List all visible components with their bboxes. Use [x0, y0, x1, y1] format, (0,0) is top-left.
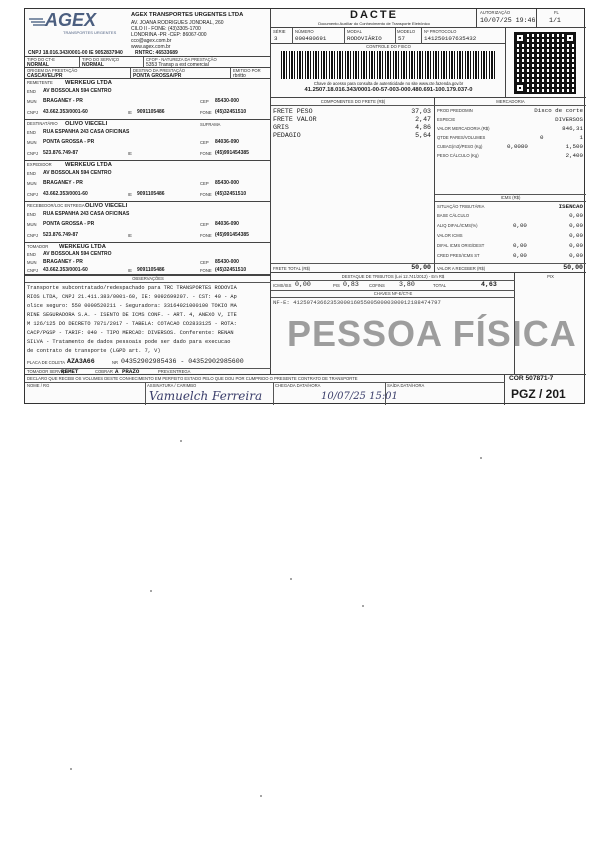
ie-label: IE	[128, 110, 132, 115]
frete-item-value: 4,86	[415, 124, 431, 131]
party-fone: (45)32451510	[215, 191, 247, 197]
numero-value: 000480691	[295, 35, 327, 42]
icms-row	[435, 212, 586, 222]
observacao-line: CACP/PGSP - TARIF: 040 - TIPO MERCAD: DIVERSOS. Conferente: RENAN	[27, 330, 234, 336]
icms-row-label: VALOR ICMS	[437, 233, 463, 238]
qtde-label: QTDE PARES/VOLUMES	[437, 135, 486, 140]
situacao-label: SITUAÇÃO TRIBUTÁRIA	[437, 204, 485, 209]
observacao-line: de contrato de transporte (LGPD art. 7, V)	[27, 348, 161, 354]
tributos-icms-label: ICMS/ISS	[273, 283, 292, 288]
dacte-subtitle: Documento Auxiliar do Conhecimento de Transporte Eletrônico	[318, 21, 430, 26]
frete-item	[273, 132, 431, 140]
party-role: REMETENTE	[27, 80, 53, 85]
tributos-pis-value: 0,83	[343, 281, 359, 288]
icms-row-right-value: 0,00	[569, 242, 583, 249]
fone-label: FONE	[200, 268, 212, 273]
company-rntrc: RNTRC: 46533689	[135, 50, 178, 56]
ie-label: IE	[128, 192, 132, 197]
party-cnpj: 523.876.749-87	[43, 232, 79, 238]
scan-speck	[260, 795, 262, 797]
party-cep: 85430-000	[215, 259, 239, 265]
frete-block	[271, 98, 435, 273]
destino-value: PONTA GROSSA/PR	[133, 73, 182, 79]
cnpj-label: CNPJ	[27, 268, 38, 273]
cfop-value: 5353 Transp a est comercial	[146, 62, 209, 68]
numeracao-row	[271, 28, 506, 44]
observacoes-block	[25, 275, 271, 375]
fl-label: FL	[554, 10, 559, 15]
mun-label: MUN	[27, 222, 37, 227]
serie-value: 3	[274, 35, 278, 42]
modal-label: MODAL	[347, 29, 362, 34]
company-address-2: CILO II - FONE: (43)3305-1700	[131, 26, 201, 32]
mercadoria-block	[435, 98, 586, 273]
end-label: END	[27, 130, 36, 135]
especie-label: ESPECIE	[437, 117, 456, 122]
cep-label: CEP	[200, 181, 209, 186]
party-cep: 84036-090	[215, 221, 239, 227]
frete-item-value: 2,47	[415, 116, 431, 123]
mercadoria-title: MERCADORIA	[496, 99, 525, 104]
autorizacao-value: 10/07/25 19:46	[480, 17, 536, 24]
qtde-pares: 0	[540, 134, 544, 141]
chegada-label[interactable]: CHEGADA DATA/HORA	[275, 383, 321, 388]
icms-row-right-value: 0,00	[569, 232, 583, 239]
frete-item	[273, 116, 431, 124]
controle-label: CONTROLE DO FISCO	[366, 44, 411, 49]
scan-speck	[362, 605, 364, 607]
party-cep: 85430-000	[215, 98, 239, 104]
end-label: END	[27, 212, 36, 217]
party-cnpj: 523.876.749-87	[43, 150, 79, 156]
qtde-volumes: 1	[579, 134, 583, 141]
mun-label: MUN	[27, 260, 37, 265]
controle-fisco-block	[271, 44, 506, 98]
tributos-cofins-value: 3,80	[399, 281, 415, 288]
frete-item-name: PEDAGIO	[273, 132, 301, 139]
prod-value: Disco de corte	[534, 107, 583, 114]
frete-title: COMPONENTES DO FRETE (R$)	[320, 99, 386, 104]
party-fone: (45)991454385	[215, 150, 249, 156]
receber-value: 50,00	[563, 264, 583, 271]
party-name: OLIVO VIECELI	[65, 121, 108, 127]
placa-value: AZA3A66	[67, 358, 95, 365]
party-address: AV BOSSOLAN 594 CENTRO	[43, 88, 112, 94]
scan-speck	[150, 590, 152, 592]
party-role: TOMADOR	[27, 244, 49, 249]
end-label: END	[27, 252, 36, 257]
cnpj-label: CNPJ	[27, 151, 38, 156]
barcode-icon	[281, 51, 495, 79]
modelo-value: 57	[398, 35, 405, 42]
origem-value: CASCAVEL/PR	[27, 73, 63, 79]
frete-item-name: GRIS	[273, 124, 289, 131]
party-cnpj: 43.662.353/0001-60	[43, 191, 88, 197]
saida-label[interactable]: SAÍDA DATA/HORA	[387, 383, 425, 388]
party-address: AV BOSSOLAN 594 CENTRO	[43, 251, 112, 257]
valor-mercadoria-label: VALOR MERCADORIA (R$)	[437, 126, 490, 131]
logo-text: AGEX	[45, 10, 97, 30]
party-ie: 9091105486	[137, 267, 165, 273]
icms-row-left-value: 0,00	[513, 252, 527, 259]
numero-label: NÚMERO	[295, 29, 314, 34]
ie-label: IE	[128, 151, 132, 156]
observacao-line: M 126/125 DO DECRETO 7871/2017 - TABELA: COTACAO CO2833125 - ROTA:	[27, 321, 237, 327]
company-cnpj: CNPJ 18.016.343/0001-00 IE 9052837940	[28, 50, 123, 56]
party-address: AV BOSSOLAN 594 CENTRO	[43, 170, 112, 176]
prev-entrega-label: PREV.ENTREGA	[158, 369, 191, 374]
cep-label: CEP	[200, 222, 209, 227]
assinatura-label[interactable]: ASSINATURA / CARIMBO	[147, 383, 197, 388]
party-fone: (45)991454385	[215, 232, 249, 238]
tipo-row	[25, 57, 271, 68]
receber-label: VALOR A RECEBER (R$)	[437, 266, 486, 271]
frete-item-name: FRETE PESO	[273, 108, 313, 115]
icms-row-right-value: 0,00	[569, 252, 583, 259]
party-tomador	[25, 243, 271, 275]
peso-value: 1,500	[565, 143, 583, 150]
party-remetente	[25, 79, 271, 120]
issuer-block	[25, 9, 271, 57]
cep-label: CEP	[200, 140, 209, 145]
mun-label: MUN	[27, 181, 37, 186]
dacte-title: DACTE	[350, 9, 398, 21]
party-ie: 9091105486	[137, 109, 165, 115]
cobrar-value: A PRAZO	[115, 368, 140, 375]
frete-total-value: 50,00	[411, 264, 431, 271]
valor-mercadoria-value: 846,31	[562, 125, 583, 132]
frete-item-value: 37,03	[411, 108, 431, 115]
suframa-label: SUFRAMA	[200, 122, 221, 127]
frete-item-name: FRETE VALOR	[273, 116, 317, 123]
scan-speck	[480, 457, 482, 459]
party-cnpj: 43.662.353/0001-60	[43, 109, 88, 115]
cobrar-label: COBRAR	[95, 369, 113, 374]
nr-label: NR	[112, 360, 119, 365]
party-cnpj: 43.662.353/0001-60	[43, 267, 88, 273]
tipo-servico-label: TIPO DO SERVIÇO	[82, 57, 120, 62]
scan-speck	[180, 440, 182, 442]
party-municipio: PONTA GROSSA - PR	[43, 139, 95, 145]
party-municipio: PONTA GROSSA - PR	[43, 221, 95, 227]
cubag-label: CUBAG(m3)/PESO (Kg)	[437, 144, 483, 149]
party-address: RUA ESPANHA 243 CASA OFICINAS	[43, 129, 130, 135]
frete-total-label: FRETE TOTAL (R$)	[273, 266, 311, 271]
observacao-line: SILVA - Tratamento de dados pessoais pode ser dado para execucao	[27, 339, 231, 345]
icms-row-label: DIFAL ICMS ORIG/DEST	[437, 243, 485, 248]
handwritten-date: 10/07/25 15:01	[321, 391, 398, 402]
icms-row-label: BASE CÁLCULO	[437, 213, 470, 218]
destino-label: DESTINO DA PRESTAÇÃO	[133, 68, 186, 73]
especie-value: DIVERSOS	[555, 116, 583, 123]
cep-label: CEP	[200, 260, 209, 265]
situacao-value: ISENCAO	[558, 203, 583, 210]
scan-speck	[290, 578, 292, 580]
mun-label: MUN	[27, 99, 37, 104]
tributos-cofins-label: COFINS	[369, 283, 385, 288]
dacte-title-block	[271, 9, 477, 28]
origem-label: ORIGEM DA PRESTAÇÃO	[27, 68, 78, 73]
icms-row-label: ALIQ DIFAL/ICMS(%)	[437, 223, 478, 228]
tomador-servico-label: TOMADOR SERVIÇO	[27, 369, 69, 374]
company-site: www.agex.com.br	[131, 44, 171, 50]
icms-row-label: CRED PRES/ICMS ST	[437, 253, 480, 258]
party-cep: 84036-090	[215, 139, 239, 145]
ie-label: IE	[128, 233, 132, 238]
pgz-value: PGZ / 201	[511, 387, 566, 401]
tributos-total-label: TOTAL	[433, 283, 447, 288]
icms-row	[435, 242, 586, 252]
modelo-label: MODELO	[397, 29, 416, 34]
observacao-line: RIOS LTDA, CNPJ 21.411.383/0001-60, IE: 9092699207. - CST: 40 - Ap	[27, 294, 237, 300]
fone-label: FONE	[200, 151, 212, 156]
nome-rg-label[interactable]: NOME / RG	[27, 383, 50, 388]
party-municipio: BRAGANEY - PR	[43, 259, 83, 265]
icms-row-right-value: 0,00	[569, 212, 583, 219]
mun-label: MUN	[27, 140, 37, 145]
folha-block	[537, 9, 586, 28]
origem-destino-row	[25, 68, 271, 79]
autorizacao-label: AUTORIZAÇÃO	[480, 10, 511, 15]
party-role: EXPEDIDOR	[27, 162, 52, 167]
icms-title: ICMS (R$)	[500, 195, 521, 200]
cor-block	[505, 375, 586, 405]
frete-item	[273, 124, 431, 132]
pix-label: PIX	[547, 274, 554, 279]
party-name: WERKEUG LTDA	[59, 244, 106, 250]
party-address: RUA ESPANHA 243 CASA OFICINAS	[43, 211, 130, 217]
chave-label: Chave de acesso para consulta de autenticidade no site www.cte.fazenda.gov.br	[313, 81, 464, 86]
company-email: cco@agex.com.br	[131, 38, 172, 44]
autorizacao-block	[477, 9, 537, 28]
party-municipio: BRAGANEY - PR	[43, 98, 83, 104]
serie-label: SÉRIE	[273, 29, 286, 34]
party-role: DESTINATÁRIO	[27, 121, 58, 126]
party-destinatario	[25, 120, 271, 161]
cnpj-label: CNPJ	[27, 233, 38, 238]
tipo-cte-label: TIPO DO CT-E	[27, 57, 55, 62]
tipo-servico-value: NORMAL	[82, 62, 104, 68]
nr-value: 04352902985436 - 04352902985600	[121, 358, 244, 365]
tipo-cte-value: NORMAL	[27, 62, 49, 68]
handwritten-signature: Vamuelch Ferreira	[149, 389, 263, 403]
party-recebedor	[25, 202, 271, 243]
company-address-1: AV. JOANA RODRIGUES JONDRAL, 260	[131, 20, 224, 26]
party-fone: (45)32451510	[215, 267, 247, 273]
party-role: RECEBEDOR/LOC ENTREGA	[27, 203, 85, 208]
fone-label: FONE	[200, 110, 212, 115]
fl-value: 1/1	[549, 17, 561, 24]
recebimento-block	[25, 375, 505, 405]
qrcode-block	[506, 28, 586, 98]
modal-value: RODOVIÁRIO	[347, 35, 382, 42]
party-cep: 85430-000	[215, 180, 239, 186]
party-ie: 9091105486	[137, 191, 165, 197]
party-municipio: BRAGANEY - PR	[43, 180, 83, 186]
emitido-label: EMITIDO POR	[233, 68, 261, 73]
party-name: OLIVO VIECELI	[85, 203, 128, 209]
end-label: END	[27, 89, 36, 94]
observacao-line: Transporte subcontratado/redespachado para TRC TRANSPORTES RODOVIA	[27, 285, 237, 291]
party-fone: (45)32451510	[215, 109, 247, 115]
pessoa-fisica-watermark: PESSOA FÍSICA	[287, 313, 577, 354]
cnpj-label: CNPJ	[27, 110, 38, 115]
cnpj-label: CNPJ	[27, 192, 38, 197]
tomador-servico-value: REMET	[61, 368, 79, 375]
peso-calc-label: PESO CÁLCULO (Kg)	[437, 153, 479, 158]
icms-row-left-value: 0,00	[513, 222, 527, 229]
icms-row-right-value: 0,00	[569, 222, 583, 229]
dacte-document	[24, 8, 585, 404]
tributos-total-value: 4,63	[481, 281, 497, 288]
logo-subtitle: TRANSPORTES URGENTES	[63, 30, 117, 35]
observacao-line: RINE SEGURADORA S.A. - ISENTO DE ICMS CONF. - ART. 4, ANEXO V, ITE	[27, 312, 237, 318]
party-name: WERKEUG LTDA	[65, 80, 112, 86]
fone-label: FONE	[200, 233, 212, 238]
company-address-3: LONDRINA -PR -CEP: 86067-000	[131, 32, 207, 38]
chave-acesso-value: 41.2507.18.016.343/0001-00-57-003-000.480.691-100.179.037-0	[304, 87, 473, 93]
frete-item	[273, 108, 431, 116]
cfop-label: CFOP - NATUREZA DA PRESTAÇÃO	[146, 57, 217, 62]
observacao-line: olice seguro: 550 0000520211 - Seguradora: 33164021000100 TOKIO MA	[27, 303, 237, 309]
prod-label: PROD PREDOMIN	[437, 108, 473, 113]
end-label: END	[27, 171, 36, 176]
company-name: AGEX TRANSPORTES URGENTES LTDA	[131, 12, 244, 18]
protocolo-label: Nº PROTOCOLO	[424, 29, 457, 34]
chave-nfe: NF-E: 41250743662353000160550050000300912188474797	[273, 299, 441, 306]
party-expedidor	[25, 161, 271, 202]
placa-label: PLACA DE COLETA	[27, 360, 66, 365]
ie-label: IE	[128, 268, 132, 273]
tributos-icms-value: 0,00	[295, 281, 311, 288]
party-name: WERKEUG LTDA	[65, 162, 112, 168]
emitido-value: rbritto	[233, 73, 246, 79]
tributos-pis-label: PIS	[333, 283, 340, 288]
icms-row	[435, 222, 586, 232]
cor-value: COR 507871-7	[509, 375, 554, 382]
frete-item-value: 5,64	[415, 132, 431, 139]
chaves-title: CHAVES NF-E/CT-E	[373, 291, 413, 296]
icms-row	[435, 232, 586, 242]
protocolo-value: 141250107635432	[424, 35, 477, 42]
icms-row-left-value: 0,00	[513, 242, 527, 249]
cep-label: CEP	[200, 99, 209, 104]
scan-speck	[70, 768, 72, 770]
cubag-value: 0,0080	[507, 143, 528, 150]
fone-label: FONE	[200, 192, 212, 197]
peso-calc-value: 2,400	[565, 152, 583, 159]
declaracao-text: DECLARO QUE RECEBI OS VOLUMES DESTE CONHECIMENTO EM PERFEITO ESTADO PELO QUE DOU POR CUMPRIDO O PRESENTE CONTRATO DE TRANSPORTE	[27, 376, 358, 381]
tributos-title: DESTAQUE DE TRIBUTOS (Lei 12.741/2012) - Em R$	[341, 274, 445, 279]
observacoes-title: OBSERVAÇÕES	[132, 276, 164, 281]
icms-row	[435, 252, 586, 262]
